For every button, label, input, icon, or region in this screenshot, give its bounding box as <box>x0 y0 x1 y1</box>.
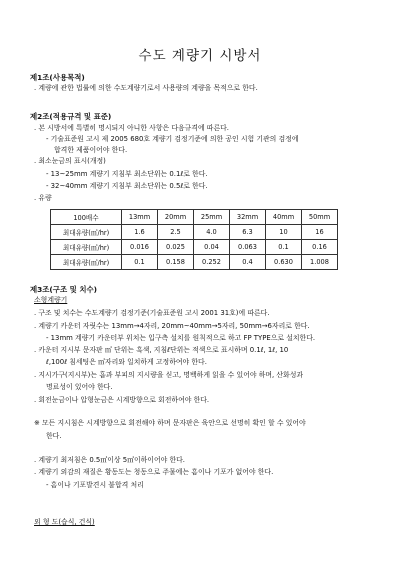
table-cell: 0.063 <box>230 240 266 255</box>
table-cell: 6.3 <box>230 225 266 240</box>
table-cell: 0.252 <box>194 255 230 270</box>
table-cell: 16 <box>302 225 338 240</box>
table-cell: 4.0 <box>194 225 230 240</box>
table-header-row <box>51 210 338 225</box>
table-row <box>51 255 338 270</box>
table-cell: 0.1 <box>266 240 302 255</box>
table-cell: 0.016 <box>122 240 158 255</box>
section-3-line: . 회전눈금이나 압형눈금은 시계방향으로 회전하여야 한다. <box>34 396 210 404</box>
section-1-line: . 계량에 관한 법률에 의한 수도계량기로서 사용량의 계량을 목적으로 한다. <box>34 84 258 92</box>
note-line: ※ 모든 지시침은 시계방향으로 회전해야 하며 문자판은 육안으로 선명히 확인 할 수 있어야 <box>34 419 306 427</box>
table-cell: 최대유량(㎥/hr) <box>51 225 122 240</box>
table-cell: 25mm <box>194 210 230 225</box>
table-row <box>51 240 338 255</box>
section-3-line: . 계량기 외감의 재질은 황동도는 청동으로 주물에는 흠이나 기포가 없어야 한다. <box>34 468 274 476</box>
table-cell: 10 <box>266 225 302 240</box>
table-cell: 40mm <box>266 210 302 225</box>
section-3-heading: 제3조(구조 및 치수) <box>30 285 98 294</box>
section-2-line: - 13~25mm 계량기 지침부 최소단위는 0.1ℓ로 한다. <box>46 170 208 178</box>
table-cell: 20mm <box>158 210 194 225</box>
table-cell: 1.008 <box>302 255 338 270</box>
table-cell: 100배수 <box>51 210 122 225</box>
table-cell: 최대유량(㎥/hr) <box>51 240 122 255</box>
table-cell: 1.6 <box>122 225 158 240</box>
table-cell: 0.4 <box>230 255 266 270</box>
section-3-subheading: 소형계량기 <box>34 296 68 304</box>
section-3-line: . 계량기 최저침은 0.5㎥이상 5㎥이하이어야 한다. <box>34 456 185 464</box>
section-2-heading: 제2조(적용규격 및 표준) <box>30 112 112 121</box>
section-2-line: . 유량 <box>34 194 52 202</box>
section-1-heading: 제1조(사용목적) <box>30 73 85 82</box>
table-cell: 2.5 <box>158 225 194 240</box>
table-row <box>51 225 338 240</box>
section-3-line: ℓ,100ℓ 침세팅은 ㎥자리와 일치하게 고정하여야 한다. <box>46 358 207 366</box>
note-line: 한다. <box>46 432 62 440</box>
section-3-line: - 흠이나 기포발견시 불합격 처리 <box>46 481 144 489</box>
section-2-line: . 본 시방서에 특별히 명시되지 아니한 사항은 다음규격에 따른다. <box>34 124 229 132</box>
table-cell: 0.04 <box>194 240 230 255</box>
table-cell: 0.1 <box>122 255 158 270</box>
section-2-line: - 32~40mm 계량기 지침부 최소단위는 0.5ℓ로 한다. <box>46 182 208 190</box>
table-cell: 최대유량(㎥/hr) <box>51 255 122 270</box>
section-3-line: - 13mm 계량기 카운터부 위치는 입구측 설치를 원칙적으로 하고 FP TYPE으로 설치한다. <box>46 334 316 342</box>
section-2-line: 합격한 제품이어야 한다. <box>54 146 128 154</box>
table-cell: 0.158 <box>158 255 194 270</box>
section-2-line: - 기술표준원 고시 제 2005 680호 계량기 검정기준에 의한 공인 시험 기관의 검정에 <box>46 135 299 143</box>
section-3-line: . 계량기 카운터 자릿수는 13mm→4자리, 20mm~40mm→5자리, 50mm→6자리로 한다. <box>34 322 310 330</box>
footer-heading: 외 형 도(습식, 건식) <box>34 518 95 526</box>
document-title: 수도 계량기 시방서 <box>138 48 262 64</box>
section-3-line: . 지시가구(지시부)는 흡과 부피의 지시량을 싣고, 명백하게 읽을 수 있어야 하며, 산화성과 <box>34 371 304 379</box>
section-2-line: . 최소눈금의 표시(개정) <box>34 157 106 165</box>
section-3-line: 명료성이 있어야 한다. <box>46 383 113 391</box>
table-cell: 0.16 <box>302 240 338 255</box>
table-cell: 50mm <box>302 210 338 225</box>
section-3-line: . 카운터 지시부 문자판 ㎥ 단위는 흑색, 지침ℓ단위는 적색으로 표시하며 0.1ℓ, 1ℓ, 10 <box>34 346 289 354</box>
section-3-line: . 구조 및 치수는 수도계량기 검정기준(기술표준원 고시 2001 31호)에 따른다. <box>34 309 270 317</box>
table-cell: 0.025 <box>158 240 194 255</box>
table-cell: 0.630 <box>266 255 302 270</box>
table-cell: 32mm <box>230 210 266 225</box>
flow-rate-table <box>50 209 338 270</box>
table-cell: 13mm <box>122 210 158 225</box>
